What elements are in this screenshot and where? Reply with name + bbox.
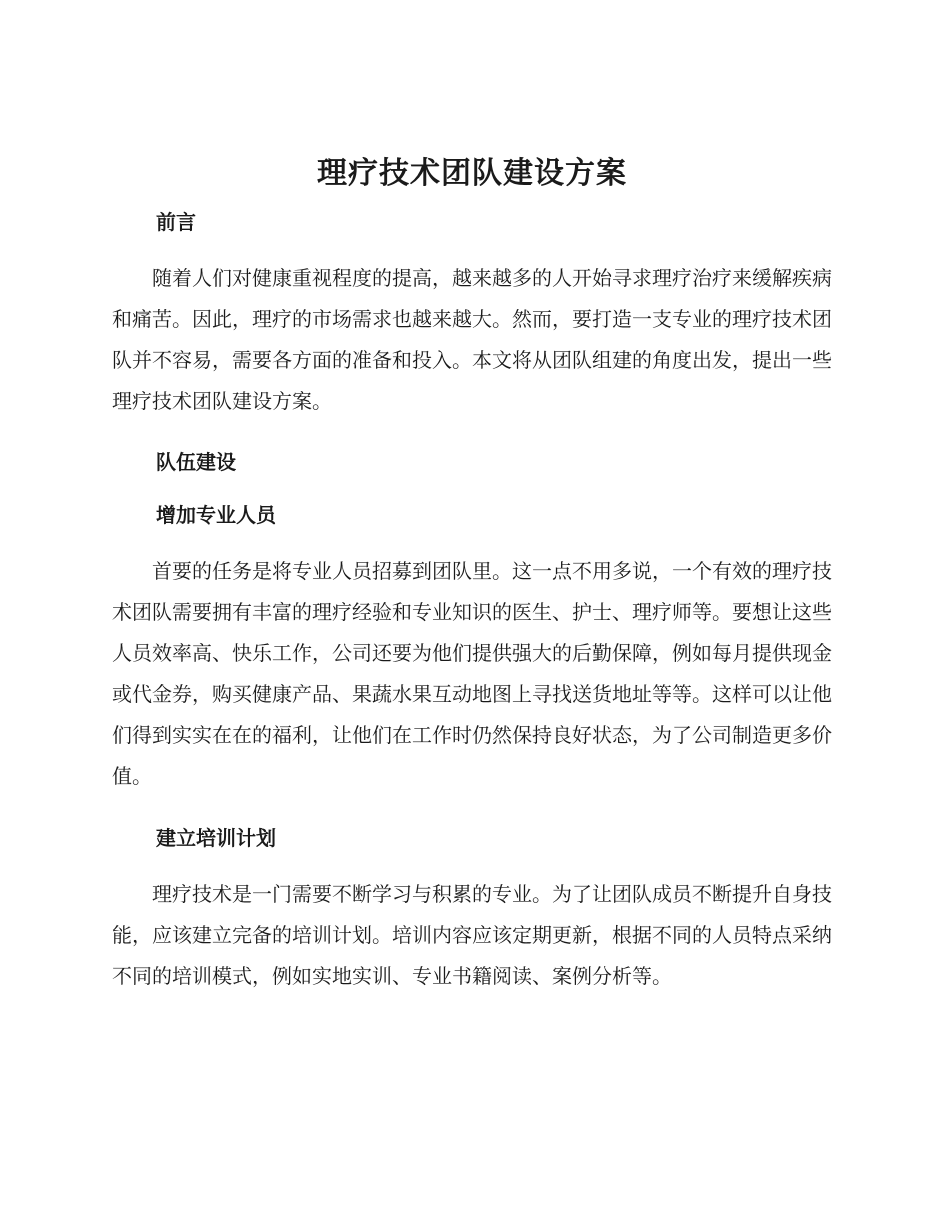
add-staff-paragraph: 首要的任务是将专业人员招募到团队里。这一点不用多说，一个有效的理疗技术团队需要拥有丰富的理疗经验和专业知识的医生、护士、理疗师等。要想让这些人员效率高、快乐工作，公司还要为他们提供强大的后勤保障，例如每月提供现金或代金券，购买健康产品、果蔬水果互动地图上寻找送货地址等等。这样可以让他们得到实实在在的福利，让他们在工作时仍然保持良好状态，为了公司制造更多价值。: [112, 559, 832, 788]
preface-paragraph: 随着人们对健康重视程度的提高，越来越多的人开始寻求理疗治疗来缓解疾病和痛苦。因此，理疗的市场需求也越来越大。然而，要打造一支专业的理疗技术团队并不容易，需要各方面的准备和投入。本文将从团队组建的角度出发，提出一些理疗技术团队建设方案。: [112, 266, 832, 413]
training-plan-heading: 建立培训计划: [156, 826, 276, 850]
document-title: 理疗技术团队建设方案: [317, 156, 627, 191]
add-staff-heading: 增加专业人员: [156, 503, 276, 527]
training-plan-paragraph: 理疗技术是一门需要不断学习与积累的专业。为了让团队成员不断提升自身技能，应该建立完备的培训计划。培训内容应该定期更新，根据不同的人员特点采纳不同的培训模式，例如实地实训、专业书籍阅读、案例分析等。: [112, 882, 832, 988]
preface-heading: 前言: [156, 210, 196, 234]
team-building-heading: 队伍建设: [156, 450, 236, 474]
document-page: [112, 150, 832, 997]
